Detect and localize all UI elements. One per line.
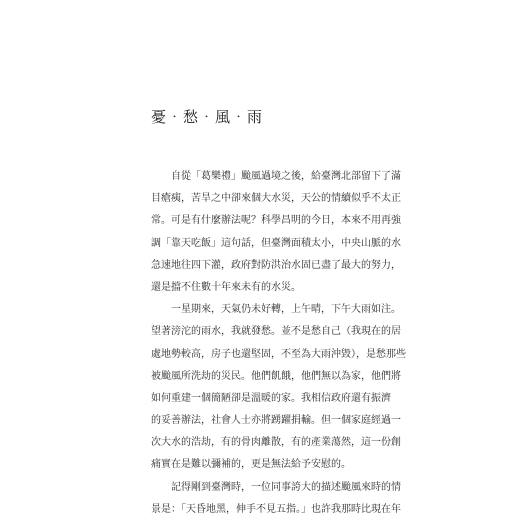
- text-line: 的妥善辦法，社會人士亦將踴躍捐輸。但一個家庭經過一: [151, 415, 401, 427]
- text-line: 次大水的浩劫，有的骨肉離散，有的產業蕩然，這一份創: [151, 437, 401, 449]
- text-line: 望著滂沱的雨水，我就發愁。並不是愁自己（我現在的居: [151, 326, 401, 338]
- article-body: [151, 166, 406, 521]
- article-title: 憂‧愁‧風‧雨: [151, 108, 264, 126]
- paragraph-3: [151, 477, 401, 521]
- text-line: 記得剛到臺灣時，一位同事誇大的描述颱風來時的情: [171, 481, 401, 493]
- text-line: 處地勢較高，房子也還堅固，不至為大雨沖毀），是愁那些: [151, 348, 406, 360]
- text-line: 如何重建一個簡陋卻是溫暖的家。我相信政府還有振濟: [151, 392, 391, 404]
- text-line: 還是擋不住數十年來未有的水災。: [151, 281, 301, 293]
- text-line: 急速地往四下灌，政府對防洪治水固已盡了最大的努力，: [151, 259, 401, 271]
- paragraph-1: [151, 166, 401, 299]
- paragraph-2: [151, 299, 406, 477]
- text-line: 常。可是有什麼辦法呢？科學昌明的今日，本來不用再強: [151, 215, 401, 227]
- text-line: 一星期來，天氣仍未好轉，上午晴，下午大雨如注。: [171, 304, 401, 316]
- text-line: 景是：「天昏地黑，伸手不見五指。」也許我那時比現在年: [151, 503, 401, 515]
- text-line: 調「靠天吃飯」這句話，但臺灣面積太小，中央山脈的水: [151, 237, 401, 249]
- text-line: 目瘡痍，苦旱之中卻來個大水災，天公的情續似乎不太正: [151, 193, 401, 205]
- text-line: 自從「葛樂禮」颱風過境之後，給臺灣北部留下了滿: [171, 171, 401, 182]
- text-line: 被颱風所洗劫的災民。他們飢餓，他們無以為家，他們將: [151, 370, 401, 382]
- text-line: 痛實在是難以彌補的，更是無法給予安慰的。: [151, 459, 351, 471]
